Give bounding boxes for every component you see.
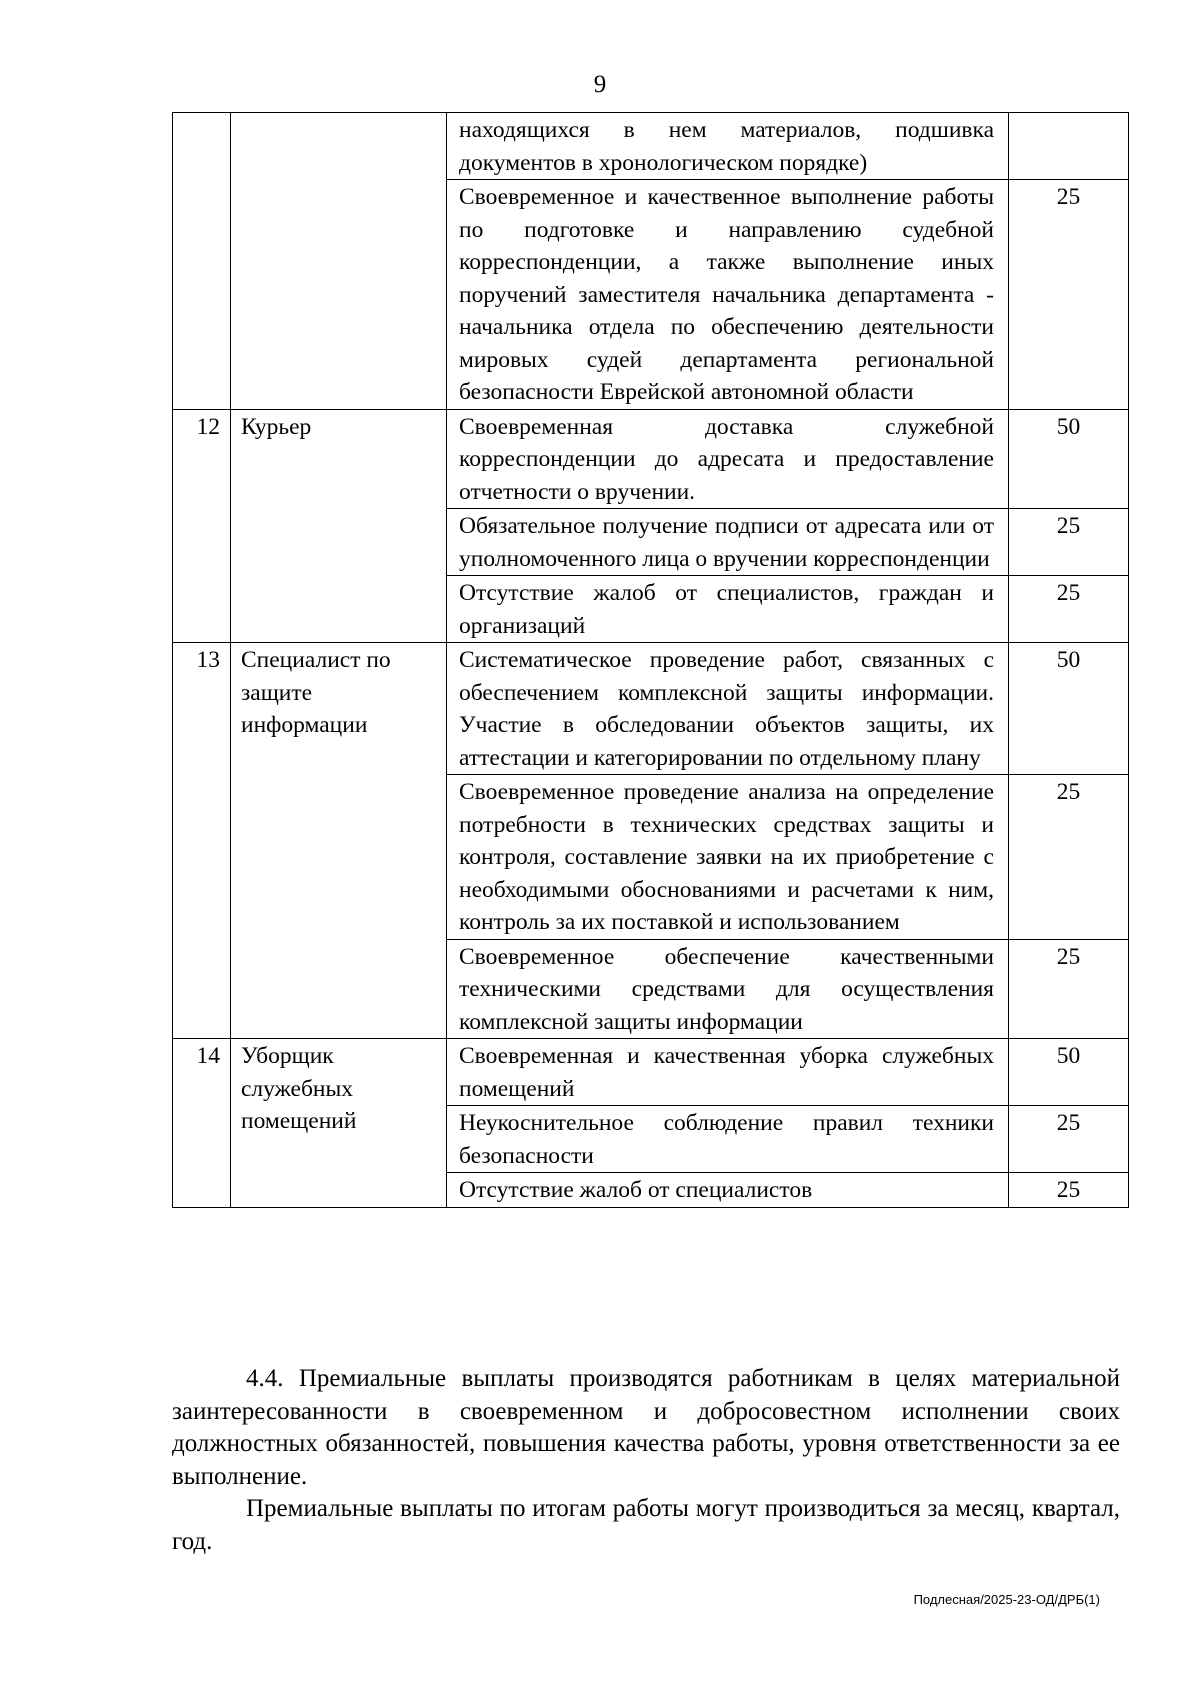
paragraph-premium-purpose: 4.4. Премиальные выплаты производятся работникам в целях материальной заинтересованности в своевременном и добросовестном исполнении своих должностных обязанностей, повышения качества работы, уровня ответственности за ее выполнение. (172, 1365, 1120, 1490)
criterion-points: 25 (1009, 1173, 1129, 1208)
criterion-description: Отсутствие жалоб от специалистов (447, 1173, 1009, 1208)
criterion-points: 50 (1009, 643, 1129, 775)
criterion-description: Своевременное проведение анализа на определение потребности в технических средствах защиты и контроля, составление заявки на их приобретение с необходимыми обоснованиями и расчетами к ним, контроль за их поставкой и использованием (447, 775, 1009, 940)
criterion-description: находящихся в нем материалов, подшивка документов в хронологическом порядке) (447, 113, 1009, 180)
criterion-points: 50 (1009, 409, 1129, 509)
criterion-points: 25 (1009, 509, 1129, 576)
table-row (173, 1039, 1129, 1106)
criteria-table (172, 112, 1129, 1208)
position-title (231, 113, 447, 410)
row-number: 12 (173, 409, 231, 643)
criterion-points: 25 (1009, 180, 1129, 410)
criterion-description: Отсутствие жалоб от специалистов, граждан и организаций (447, 576, 1009, 643)
criterion-description: Своевременная доставка служебной корреспонденции до адресата и предоставление отчетности о вручении. (447, 409, 1009, 509)
row-number: 14 (173, 1039, 231, 1208)
table-row (173, 643, 1129, 775)
criterion-points: 25 (1009, 939, 1129, 1039)
criterion-description: Своевременная и качественная уборка служебных помещений (447, 1039, 1009, 1106)
criterion-description: Неукоснительное соблюдение правил техники безопасности (447, 1106, 1009, 1173)
table-row (173, 113, 1129, 180)
criterion-points: 50 (1009, 1039, 1129, 1106)
criterion-description: Своевременное и качественное выполнение работы по подготовке и направлению судебной корреспонденции, а также выполнение иных поручений заместителя начальника департамента - начальника отдела по обеспечению деятельности мировых судей департамента региональной безопасности Еврейской автономной области (447, 180, 1009, 410)
position-title: Специалист по защите информации (231, 643, 447, 1039)
position-title: Уборщик служебных помещений (231, 1039, 447, 1208)
criterion-points: 25 (1009, 576, 1129, 643)
paragraph-premium-period: Премиальные выплаты по итогам работы могут производиться за месяц, квартал, год. (172, 1495, 1120, 1555)
criterion-points: 25 (1009, 1106, 1129, 1173)
document-reference: Подлесная/2025-23-ОД/ДРБ(1) (913, 1592, 1100, 1607)
criterion-description: Своевременное обеспечение качественными техническими средствами для осуществления комплексной защиты информации (447, 939, 1009, 1039)
row-number: 13 (173, 643, 231, 1039)
page-number: 9 (593, 71, 607, 98)
criterion-points: 25 (1009, 775, 1129, 940)
position-title: Курьер (231, 409, 447, 643)
criterion-description: Систематическое проведение работ, связанных с обеспечением комплексной защиты информации. Участие в обследовании объектов защиты, их аттестации и категорировании по отдельному плану (447, 643, 1009, 775)
criterion-points (1009, 113, 1129, 180)
table-row (173, 409, 1129, 509)
criterion-description: Обязательное получение подписи от адресата или от уполномоченного лица о вручении корреспонденции (447, 509, 1009, 576)
body-text (172, 1363, 1120, 1558)
row-number (173, 113, 231, 410)
